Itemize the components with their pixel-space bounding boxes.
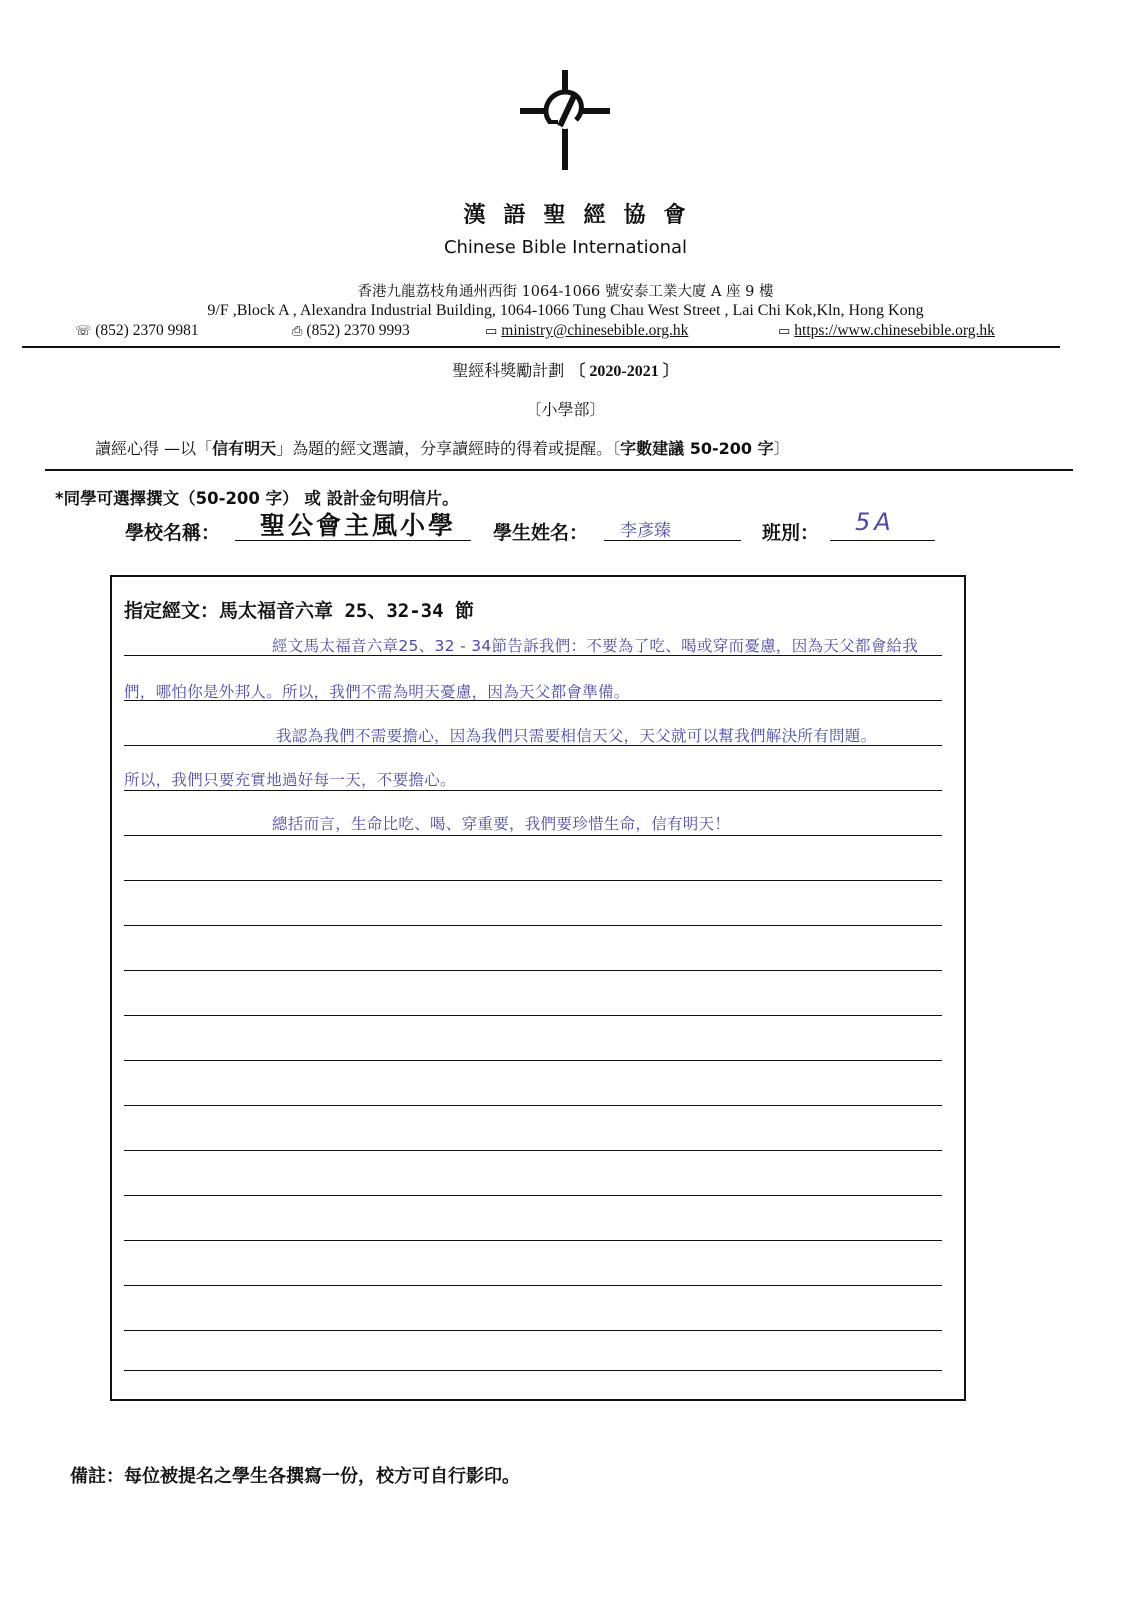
task-suffix: 〕 xyxy=(773,439,790,458)
footer-note: 備註：每位被提名之學生各撰寫一份，校方可自行影印。 xyxy=(70,1466,520,1487)
ruled-line xyxy=(124,655,942,656)
task-prefix: 讀經心得 —以「 xyxy=(95,439,213,458)
ruled-line xyxy=(124,835,942,836)
ruled-line xyxy=(124,1285,942,1286)
school-field[interactable]: 聖公會主風小學 xyxy=(260,511,457,540)
ruled-line xyxy=(124,745,942,746)
essay-line[interactable]: 所以，我們只要充實地過好每一天，不要擔心。 xyxy=(124,771,456,789)
ruled-line xyxy=(124,700,942,701)
fax-number: (852) 2370 9993 xyxy=(306,322,410,339)
phone-icon: ☏ xyxy=(75,324,92,339)
ruled-line xyxy=(124,790,942,791)
class-label: 班別： xyxy=(762,522,820,544)
fax-contact xyxy=(292,322,410,340)
class-field[interactable]: 5A xyxy=(855,508,895,536)
program-name: 聖經科獎勵計劃 xyxy=(452,361,565,380)
task-middle: 」為題的經文選讀，分享讀經時的得着或提醒。〔 xyxy=(276,439,621,458)
program-year: 〔 2020-2021 〕 xyxy=(569,363,679,380)
essay-line[interactable]: 總括而言，生命比吃、喝、穿重要，我們要珍惜生命，信有明天！ xyxy=(272,815,731,833)
ruled-line xyxy=(124,880,942,881)
essay-line[interactable]: 我認為我們不需要擔心，因為我們只需要相信天父，天父就可以幫我們解決所有問題。 xyxy=(276,727,877,745)
ruled-line xyxy=(124,1240,942,1241)
student-label: 學生姓名： xyxy=(493,522,589,544)
ruled-line xyxy=(124,1330,942,1331)
section-label: 〔小學部〕 xyxy=(525,400,606,419)
cbi-logo-icon xyxy=(520,70,610,170)
email-contact xyxy=(485,322,688,340)
class-underline xyxy=(830,540,935,541)
passage-label: 指定經文：馬太福音六章 25、32-34 節 xyxy=(124,600,474,622)
ruled-line xyxy=(124,1370,942,1371)
address-zh: 香港九龍荔枝角通州西街 1064-1066 號安泰工業大廈 A 座 9 樓 xyxy=(357,284,774,300)
ruled-line xyxy=(124,925,942,926)
email-link[interactable]: ministry@chinesebible.org.hk xyxy=(501,322,689,339)
org-name-en: Chinese Bible International xyxy=(443,237,688,258)
essay-line[interactable]: 們，哪怕你是外邦人。所以，我們不需為明天憂慮，因為天父都會準備。 xyxy=(124,683,630,701)
ruled-line xyxy=(124,1015,942,1016)
org-name-zh: 漢語聖經協會 xyxy=(463,203,704,228)
student-field[interactable]: 李彥臻 xyxy=(620,521,671,541)
option-note: *同學可選擇撰文（50-200 字） 或 設計金句明信片。 xyxy=(55,489,459,508)
website-contact xyxy=(778,322,995,340)
fax-icon: ⎙ xyxy=(292,324,303,339)
ruled-line xyxy=(124,1105,942,1106)
header-divider xyxy=(22,346,1060,348)
ruled-line xyxy=(124,1150,942,1151)
phone-number: (852) 2370 9981 xyxy=(95,322,199,339)
email-icon: ▭ xyxy=(485,324,498,339)
ruled-line xyxy=(124,1195,942,1196)
website-link[interactable]: https://www.chinesebible.org.hk xyxy=(794,322,995,339)
essay-line[interactable]: 經文馬太福音六章25、32 - 34節告訴我們：不要為了吃、喝或穿而憂慮，因為天父都會給我 xyxy=(272,637,919,655)
school-label: 學校名稱： xyxy=(125,522,221,544)
program-title xyxy=(0,358,1131,381)
phone-contact xyxy=(75,322,199,340)
task-divider xyxy=(45,469,1073,471)
task-instruction xyxy=(95,436,790,459)
task-wordcount: 字數建議 50-200 字 xyxy=(620,439,774,458)
ruled-line xyxy=(124,970,942,971)
ruled-line xyxy=(124,1060,942,1061)
task-theme: 信有明天 xyxy=(212,439,277,458)
address-en: 9/F ,Block A , Alexandra Industrial Building, 1064-1066 Tung Chau West Street , Lai Chi Kok,Kln, Hong Kong xyxy=(207,302,924,319)
computer-icon: ▭ xyxy=(778,324,791,339)
